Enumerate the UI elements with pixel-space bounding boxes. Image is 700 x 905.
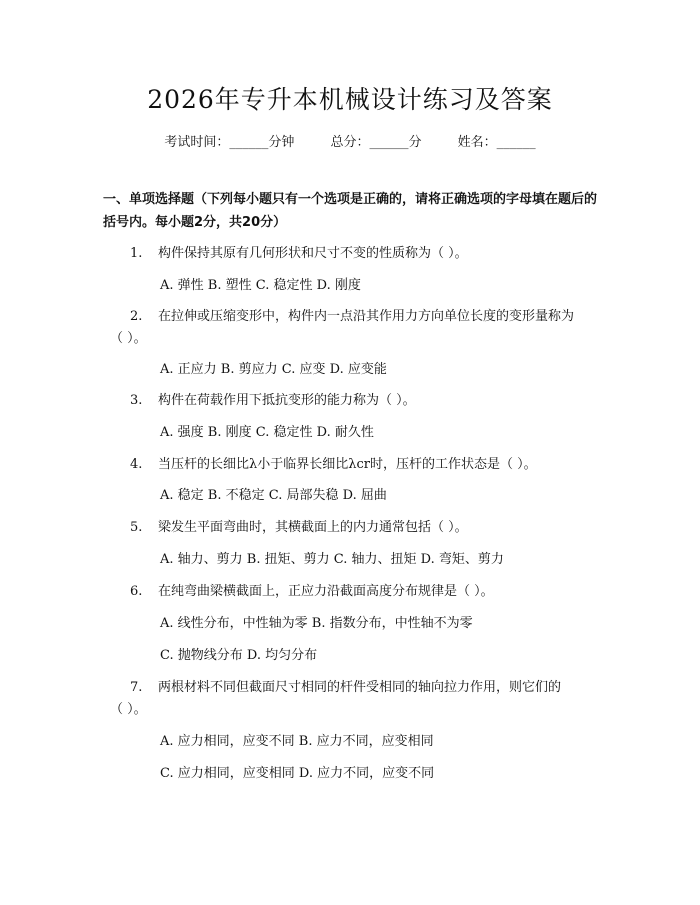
question-5 [130,519,468,537]
question-7-options-ab: A. 应力相同，应变不同 B. 应力不同，应变相同 [160,734,434,749]
question-text: 梁发生平面弯曲时，其横截面上的内力通常包括（ ）。 [158,520,468,535]
name-field: 姓名：______ [457,135,536,150]
question-6-options-cd: C. 抛物线分布 D. 均匀分布 [160,648,318,663]
question-3-options: A. 强度 B. 刚度 C. 稳定性 D. 耐久性 [160,425,374,440]
question-2 [130,308,574,326]
question-7-continuation: （ ）。 [110,702,147,717]
section-heading: 一、单项选择题（下列每小题只有一个选项是正确的，请将正确选项的字母填在题后的括号内。每小题2分，共20分） [103,192,598,230]
exam-info-row [0,131,700,150]
question-text: 在纯弯曲梁横截面上，正应力沿截面高度分布规律是（ ）。 [158,584,494,599]
question-text: 在拉伸或压缩变形中，构件内一点沿其作用力方向单位长度的变形量称为 [158,309,575,324]
exam-time-field: 考试时间：______分钟 [164,135,295,150]
question-text: 构件在荷载作用下抵抗变形的能力称为（ ）。 [158,393,416,408]
question-3 [130,392,416,410]
question-4-options: A. 稳定 B. 不稳定 C. 局部失稳 D. 屈曲 [160,488,387,503]
question-1 [130,245,468,263]
question-2-continuation: （ ）。 [110,331,147,346]
question-2-options: A. 正应力 B. 剪应力 C. 应变 D. 应变能 [160,362,387,377]
question-5-options: A. 轴力、剪力 B. 扭矩、剪力 C. 轴力、扭矩 D. 弯矩、剪力 [160,552,504,567]
question-7-options-cd: C. 应力相同，应变相同 D. 应力不同，应变不同 [160,766,435,781]
question-number: 2. [130,309,143,324]
question-number: 3. [130,393,143,408]
question-number: 4. [130,457,143,472]
question-6-options-ab: A. 线性分布，中性轴为零 B. 指数分布，中性轴不为零 [160,616,473,631]
question-number: 6. [130,584,143,599]
question-text: 两根材料不同但截面尺寸相同的杆件受相同的轴向拉力作用，则它们的 [158,680,562,695]
page-title: 2026年专升本机械设计练习及答案 [147,85,553,114]
question-6 [130,583,494,601]
total-score-field: 总分：______分 [330,135,422,150]
question-4 [130,456,537,474]
question-text: 构件保持其原有几何形状和尺寸不变的性质称为（ ）。 [158,246,468,261]
question-number: 1. [130,246,143,261]
question-number: 5. [130,520,143,535]
question-7 [130,679,561,697]
question-text: 当压杆的长细比λ小于临界长细比λcr时，压杆的工作状态是（ ）。 [158,457,537,472]
question-number: 7. [130,680,143,695]
question-1-options: A. 弹性 B. 塑性 C. 稳定性 D. 刚度 [160,278,361,293]
